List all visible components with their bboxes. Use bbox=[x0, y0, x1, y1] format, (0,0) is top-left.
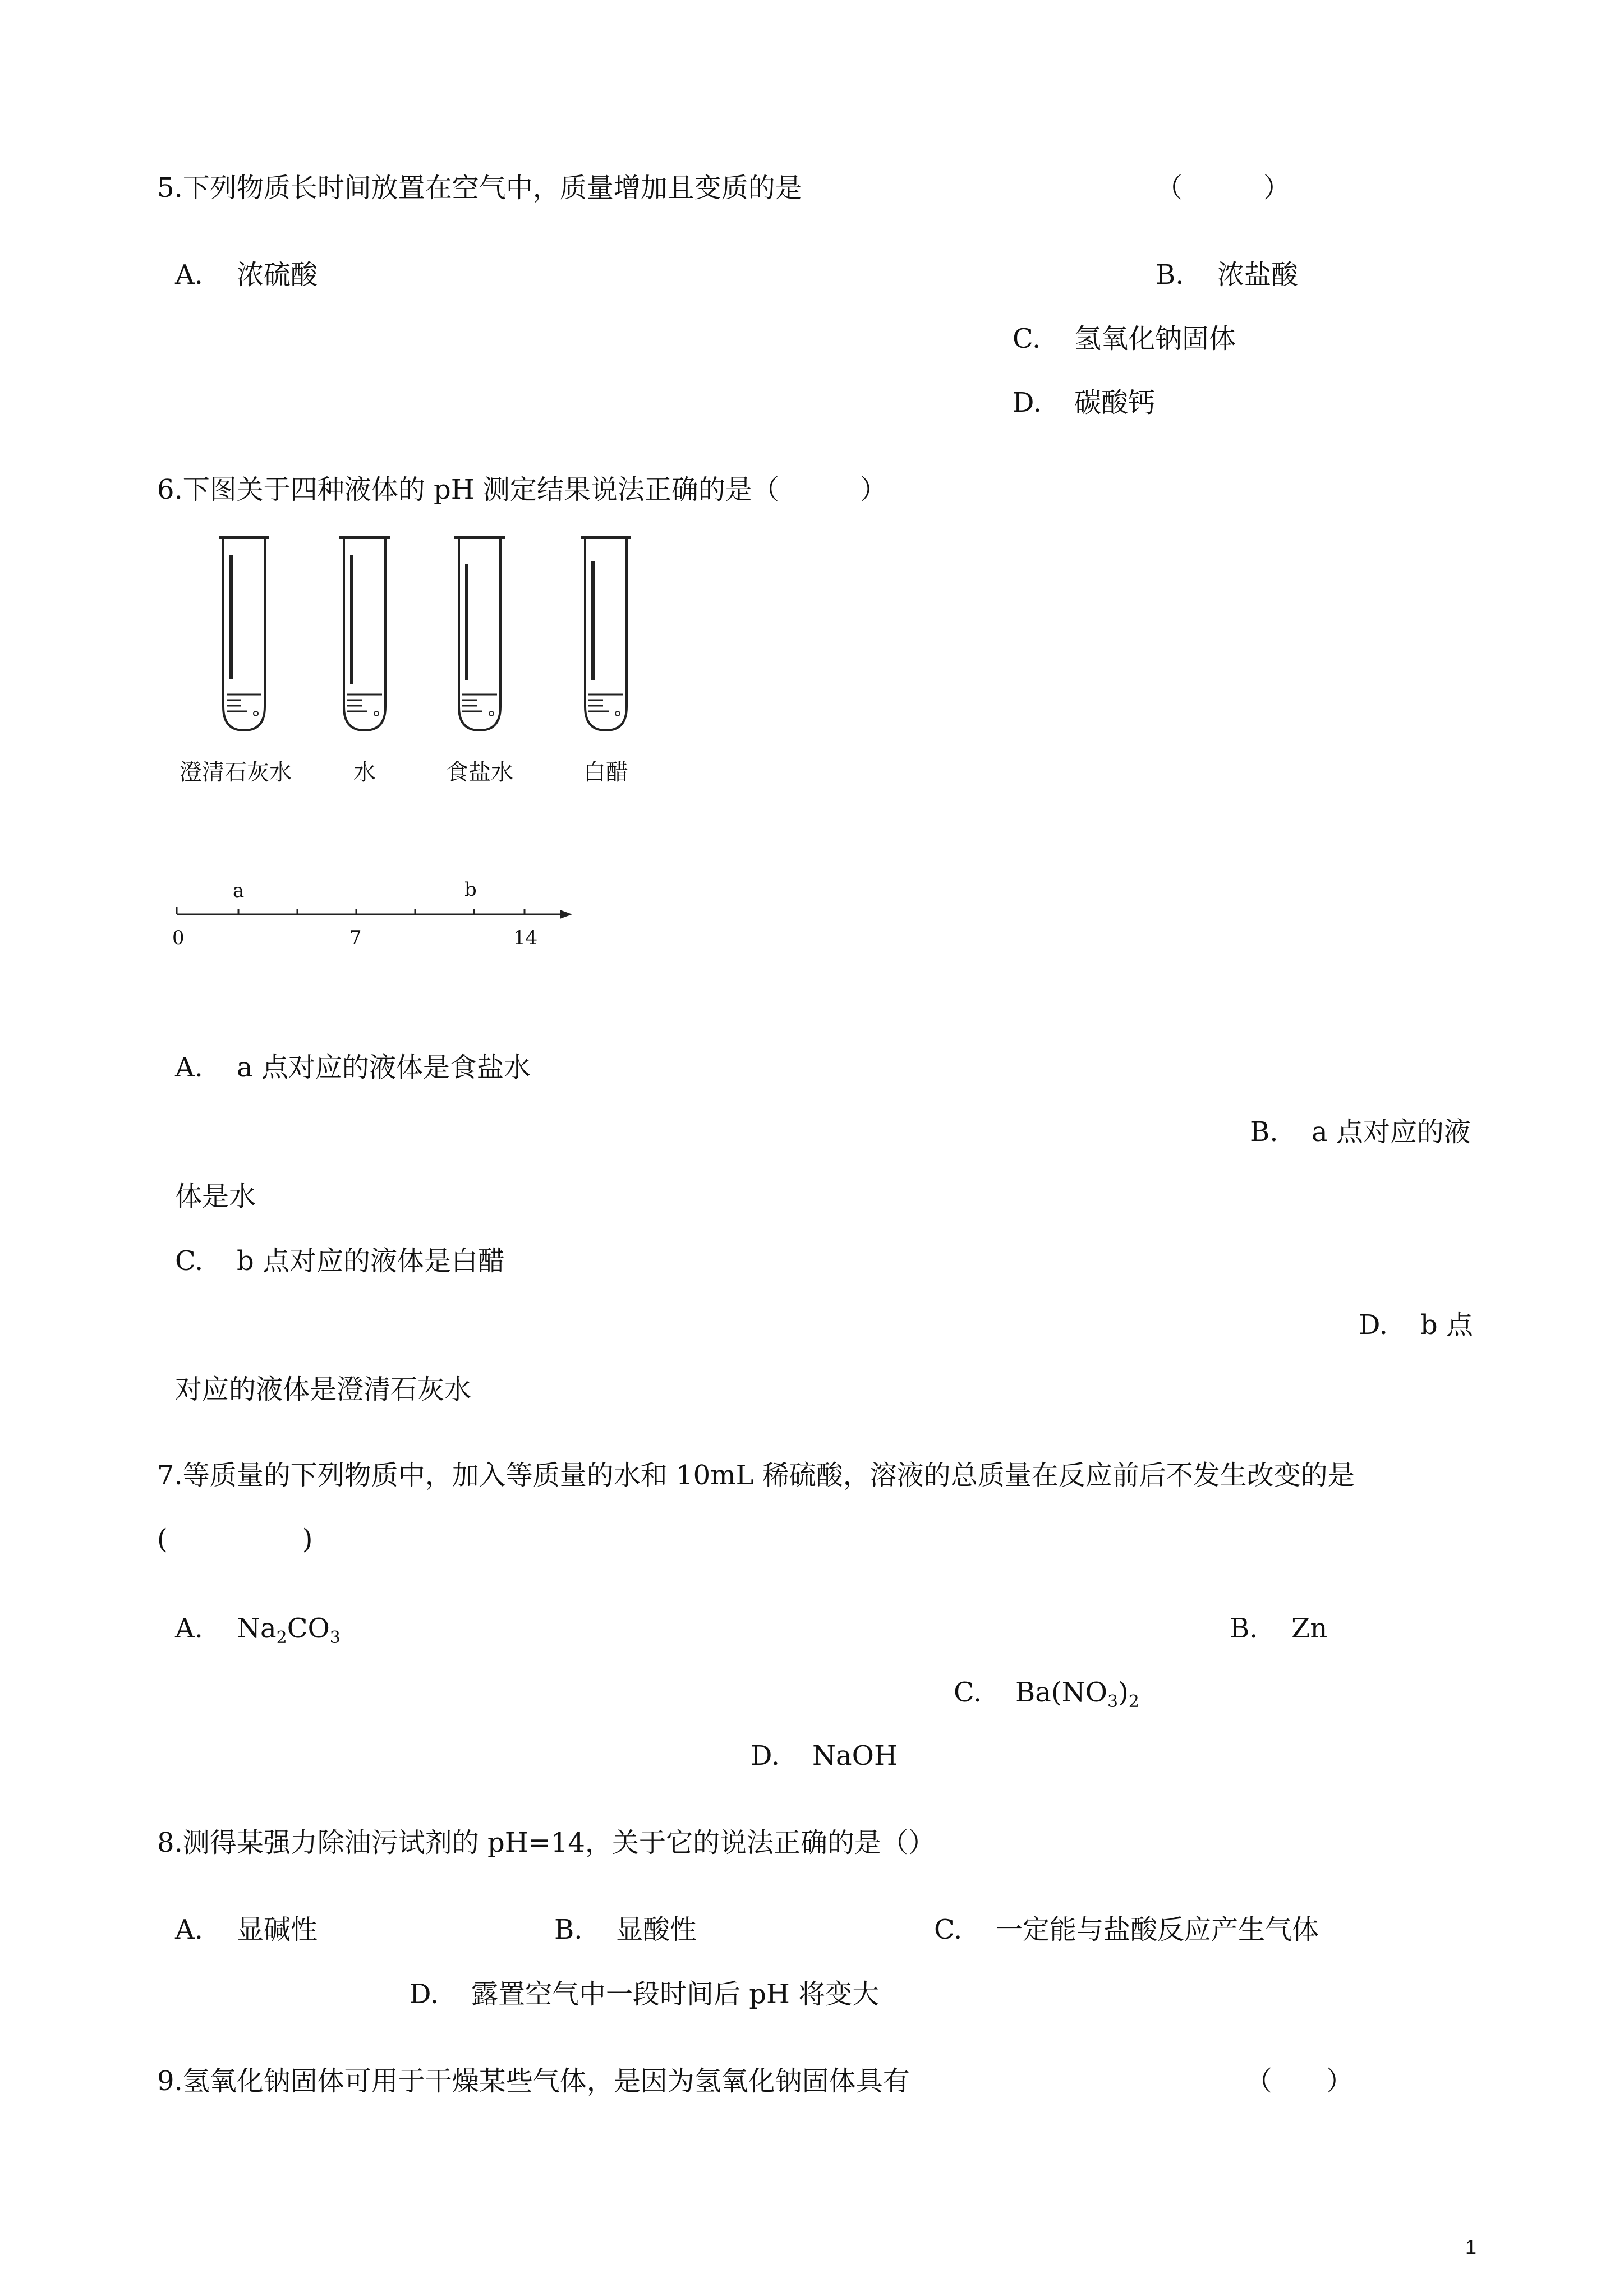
formula-na2co3: $Na_2CO_3$ bbox=[237, 1613, 341, 1648]
q7-option-d[interactable] bbox=[751, 1739, 898, 1773]
option-text: a 点对应的液体是食盐水 bbox=[237, 1052, 531, 1083]
q8-option-c[interactable] bbox=[934, 1913, 1319, 1947]
option-label: A. bbox=[175, 259, 203, 291]
option-label: C. bbox=[175, 1245, 204, 1277]
option-label: D. bbox=[751, 1740, 780, 1772]
q9-stem: 9.氢氧化钠固体可用于干燥某些气体，是因为氢氧化钠固体具有 bbox=[157, 2065, 910, 2097]
option-label: C. bbox=[934, 1914, 963, 1945]
q7-option-a[interactable] bbox=[175, 1612, 341, 1648]
option-text: 显酸性 bbox=[616, 1914, 697, 1945]
axis-tick-14: 14 bbox=[513, 927, 538, 949]
formula-ba-no3-2: $Ba(NO_3)_2$ bbox=[1015, 1677, 1139, 1711]
option-text: b 点 bbox=[1420, 1309, 1473, 1341]
option-label: B. bbox=[554, 1914, 583, 1945]
axis-point-b: b bbox=[464, 878, 477, 901]
tube-label-vinegar: 白醋 bbox=[583, 760, 628, 785]
q5-paren: （ ） bbox=[1156, 172, 1291, 204]
q5-option-d[interactable] bbox=[1013, 386, 1155, 420]
option-label: D. bbox=[1359, 1309, 1388, 1341]
test-tubes-figure bbox=[202, 533, 707, 746]
q8-stem: 8.测得某强力除油污试剂的 pH=14，关于它的说法正确的是（） bbox=[157, 1827, 935, 1858]
option-label: A. bbox=[175, 1613, 203, 1644]
q5-option-c[interactable] bbox=[1013, 322, 1236, 356]
option-label: D. bbox=[1013, 387, 1042, 418]
option-label: B. bbox=[1230, 1613, 1258, 1644]
ph-number-line bbox=[168, 892, 595, 926]
option-text: 浓硫酸 bbox=[237, 259, 318, 291]
q7-paren: ( ) bbox=[157, 1524, 313, 1555]
tube-label-limewater: 澄清石灰水 bbox=[180, 760, 292, 785]
q5-stem: 5.下列物质长时间放置在空气中，质量增加且变质的是 bbox=[157, 172, 802, 204]
q6-option-c[interactable] bbox=[175, 1244, 505, 1278]
q5-option-a[interactable] bbox=[175, 258, 318, 292]
q6-option-d-cont: 对应的液体是澄清石灰水 bbox=[175, 1374, 472, 1405]
q6-option-a[interactable] bbox=[175, 1051, 531, 1084]
option-text: b 点对应的液体是白醋 bbox=[237, 1245, 505, 1277]
axis-point-a: a bbox=[233, 880, 245, 902]
q6-stem: 6.下图关于四种液体的 pH 测定结果说法正确的是（ ） bbox=[157, 474, 887, 505]
q9-paren: （ ） bbox=[1245, 2065, 1354, 2097]
q6-option-d[interactable] bbox=[1359, 1308, 1473, 1342]
axis-tick-0: 0 bbox=[172, 927, 185, 949]
option-text: a 点对应的液 bbox=[1312, 1116, 1471, 1148]
option-label: B. bbox=[1250, 1116, 1278, 1148]
option-text: NaOH bbox=[812, 1740, 898, 1772]
tube-label-water: 水 bbox=[353, 760, 376, 785]
option-label: D. bbox=[410, 1978, 439, 2010]
q8-option-d[interactable] bbox=[410, 1977, 879, 2011]
option-text: 碳酸钙 bbox=[1074, 387, 1156, 418]
q8-option-a[interactable] bbox=[175, 1913, 318, 1947]
tube-label-salt-water: 食盐水 bbox=[446, 760, 513, 785]
option-label: A. bbox=[175, 1914, 203, 1945]
axis-tick-7: 7 bbox=[349, 927, 362, 949]
option-text: Zn bbox=[1291, 1613, 1328, 1644]
option-text: 显碱性 bbox=[237, 1914, 318, 1945]
q6-option-b-cont: 体是水 bbox=[175, 1181, 256, 1212]
option-text: 一定能与盐酸反应产生气体 bbox=[996, 1914, 1319, 1945]
option-text: 露置空气中一段时间后 pH 将变大 bbox=[471, 1978, 880, 2010]
q7-stem: 7.等质量的下列物质中，加入等质量的水和 10mL 稀硫酸，溶液的总质量在反应前后不发生改变的是 bbox=[157, 1460, 1355, 1491]
option-label: A. bbox=[175, 1052, 203, 1083]
option-label: B. bbox=[1156, 259, 1184, 291]
q8-option-b[interactable] bbox=[554, 1913, 697, 1947]
q7-option-c[interactable] bbox=[954, 1676, 1139, 1709]
test-tube-icon bbox=[219, 537, 631, 730]
page-number: 1 bbox=[1465, 2235, 1477, 2258]
option-label: C. bbox=[1013, 323, 1041, 355]
option-text: 浓盐酸 bbox=[1217, 259, 1299, 291]
option-text: 氢氧化钠固体 bbox=[1074, 323, 1236, 355]
q5-option-b[interactable] bbox=[1156, 258, 1298, 292]
q6-option-b[interactable] bbox=[1250, 1115, 1471, 1149]
option-label: C. bbox=[954, 1677, 982, 1708]
q7-option-b[interactable] bbox=[1230, 1612, 1327, 1645]
